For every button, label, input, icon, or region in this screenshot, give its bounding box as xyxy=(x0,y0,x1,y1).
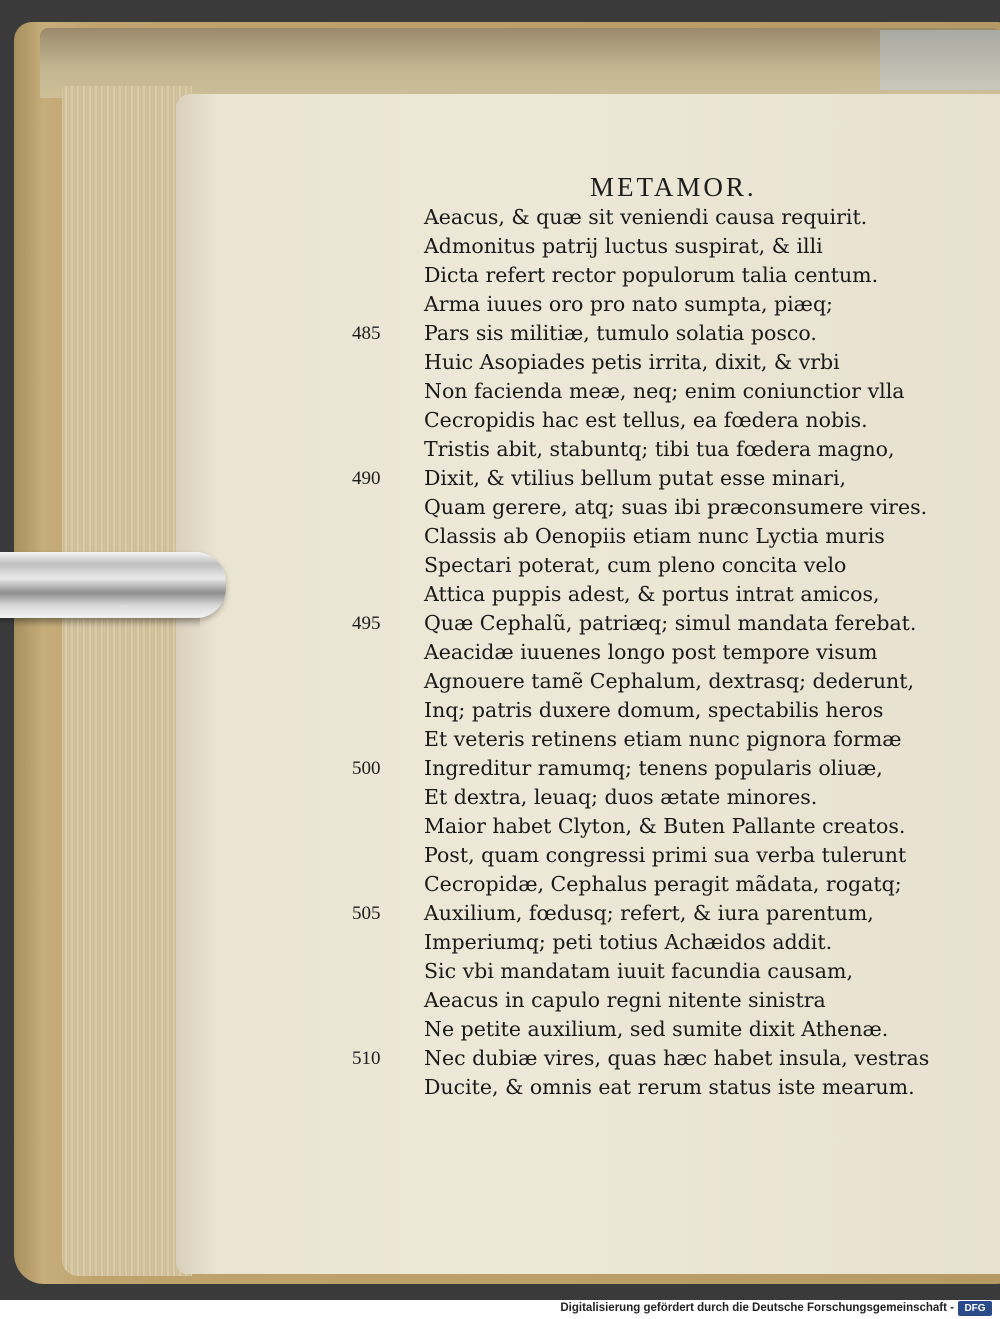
line-number xyxy=(352,261,412,290)
verse-line: Attica puppis adest, & portus intrat amicos, xyxy=(424,582,880,606)
verse-line: Inq; patris duxere domum, spectabilis heros xyxy=(424,698,884,722)
verse-line: Ingreditur ramumq; tenens popularis oliuæ, xyxy=(424,756,883,780)
verse-line: Spectari poterat, cum pleno concita velo xyxy=(424,553,847,577)
verse-line: Non facienda meæ, neq; enim coniunctior vlla xyxy=(424,379,905,403)
line-number: 510 xyxy=(352,1048,381,1069)
verse-line: Auxilium, fœdusq; refert, & iura parentum, xyxy=(424,901,874,925)
line-number xyxy=(352,986,412,1015)
line-number xyxy=(352,232,412,261)
line-number xyxy=(352,406,412,435)
verse-line: Quæ Cephalũ, patriæq; simul mandata ferebat. xyxy=(424,611,917,635)
verse-line: Ne petite auxilium, sed sumite dixit Athenæ. xyxy=(424,1017,889,1041)
line-number xyxy=(352,696,412,725)
running-title: METAMOR. xyxy=(590,172,757,202)
line-number xyxy=(352,522,412,551)
line-number xyxy=(352,638,412,667)
line-number xyxy=(352,377,412,406)
line-number xyxy=(352,928,412,957)
line-number xyxy=(352,435,412,464)
footer-bar xyxy=(0,1300,1000,1319)
verse-line: Post, quam congressi primi sua verba tulerunt xyxy=(424,843,907,867)
line-number: 500 xyxy=(352,758,381,779)
verse-line: Dixit, & vtilius bellum putat esse minari, xyxy=(424,466,847,490)
verse-line: Aeacidæ iuuenes longo post tempore visum xyxy=(424,640,878,664)
verse-line: Et veteris retinens etiam nunc pignora formæ xyxy=(424,727,902,751)
line-number xyxy=(352,493,412,522)
verse-line: Pars sis militiæ, tumulo solatia posco. xyxy=(424,321,817,345)
line-number xyxy=(352,551,412,580)
verse-line: Nec dubiæ vires, quas hæc habet insula, vestras xyxy=(424,1046,930,1070)
funding-credit: Digitalisierung gefördert durch die Deutsche Forschungsgemeinschaft - xyxy=(560,1302,954,1314)
verse-block xyxy=(424,203,930,1102)
line-number xyxy=(352,203,412,232)
line-number xyxy=(352,580,412,609)
line-number xyxy=(352,348,412,377)
glass-page-weight xyxy=(0,552,226,618)
line-number: 490 xyxy=(352,468,381,489)
line-number xyxy=(352,870,412,899)
verse-line: Classis ab Oenopiis etiam nunc Lyctia muris xyxy=(424,524,885,548)
verse-line: Agnouere tamẽ Cephalum, dextrasq; dederunt, xyxy=(424,669,915,693)
line-number xyxy=(352,290,412,319)
line-number: 505 xyxy=(352,903,381,924)
line-number xyxy=(352,957,412,986)
line-number: 485 xyxy=(352,323,381,344)
line-number xyxy=(352,1015,412,1044)
line-number xyxy=(352,783,412,812)
line-number xyxy=(352,667,412,696)
line-number xyxy=(352,1073,412,1102)
verse-line: Quam gerere, atq; suas ibi præconsumere vires. xyxy=(424,495,928,519)
verse-line: Cecropidis hac est tellus, ea fœdera nobis. xyxy=(424,408,868,432)
line-number xyxy=(352,841,412,870)
verse-line: Aeacus in capulo regni nitente sinistra xyxy=(424,988,826,1012)
verse-line: Imperiumq; peti totius Achæidos addit. xyxy=(424,930,833,954)
line-number: 495 xyxy=(352,613,381,634)
verse-line: Dicta refert rector populorum talia centum. xyxy=(424,263,879,287)
cover-tape xyxy=(880,30,1000,90)
page-edges xyxy=(62,86,192,1276)
verse-line: Aeacus, & quæ sit veniendi causa requirit. xyxy=(424,205,868,229)
verse-line: Tristis abit, stabuntq; tibi tua fœdera magno, xyxy=(424,437,895,461)
verse-line: Cecropidæ, Cephalus peragit mãdata, rogatq; xyxy=(424,872,902,896)
verse-line: Et dextra, leuaq; duos ætate minores. xyxy=(424,785,818,809)
verse-line: Admonitus patrij luctus suspirat, & illi xyxy=(424,234,823,258)
verse-line: Maior habet Clyton, & Buten Pallante creatos. xyxy=(424,814,906,838)
verse-line: Sic vbi mandatam iuuit facundia causam, xyxy=(424,959,853,983)
verse-line: Ducite, & omnis eat rerum status iste mearum. xyxy=(424,1075,915,1099)
dfg-logo: DFG xyxy=(958,1301,992,1316)
line-number-column xyxy=(352,203,412,1102)
line-number xyxy=(352,725,412,754)
verse-line: Huic Asopiades petis irrita, dixit, & vrbi xyxy=(424,350,840,374)
line-number xyxy=(352,812,412,841)
verse-line: Arma iuues oro pro nato sumpta, piæq; xyxy=(424,292,833,316)
